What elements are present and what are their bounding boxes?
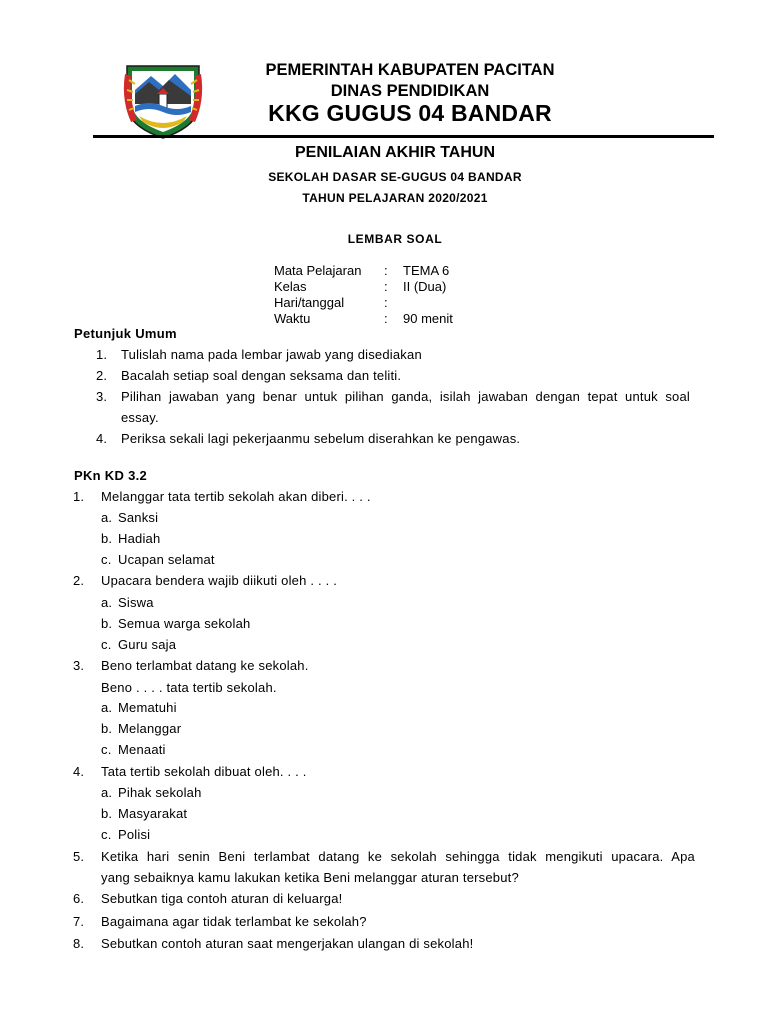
option-text: Melanggar [118, 721, 182, 736]
kabupaten-pacitan-emblem-icon [121, 60, 205, 140]
option-text: Pihak sekolah [118, 785, 202, 800]
item-number: 2. [96, 368, 108, 383]
info-label: Hari/tanggal [274, 295, 345, 310]
question-item [73, 655, 703, 697]
org-name-line3 [230, 100, 590, 127]
question-item [73, 846, 703, 888]
info-label: Waktu [274, 311, 311, 326]
item-number: 1. [96, 347, 108, 362]
question-number: 1. [73, 489, 85, 504]
question-number: 7. [73, 914, 85, 929]
question-number: 6. [73, 891, 85, 906]
info-separator: : [384, 279, 388, 294]
item-text: Tulislah nama pada lembar jawab yang disediakan [121, 347, 422, 362]
question-number: 5. [73, 849, 85, 864]
question-text: Sebutkan tiga contoh aturan di keluarga! [101, 891, 343, 906]
option-key: a. [101, 510, 113, 525]
option-text: Semua warga sekolah [118, 616, 251, 631]
info-value: 90 menit [403, 311, 453, 326]
question-text-continued: Beno . . . . tata tertib sekolah. [101, 680, 277, 695]
instructions-heading: Petunjuk Umum [74, 326, 177, 341]
exam-title: PENILAIAN AKHIR TAHUN [295, 144, 495, 161]
question-text: Beno terlambat datang ke sekolah. [101, 658, 309, 673]
info-separator: : [384, 263, 388, 278]
info-separator: : [384, 311, 388, 326]
option-text: Mematuhi [118, 700, 177, 715]
option-key: a. [101, 595, 113, 610]
option-key: b. [101, 616, 113, 631]
option-key: b. [101, 806, 113, 821]
info-label: Kelas [274, 279, 307, 294]
option-key: a. [101, 785, 113, 800]
option-key: b. [101, 531, 113, 546]
option-key: c. [101, 742, 112, 757]
question-number: 2. [73, 573, 85, 588]
instruction-item [96, 386, 696, 428]
option-key: c. [101, 552, 112, 567]
question-text: Melanggar tata tertib sekolah akan diberi. . . . [101, 489, 371, 504]
info-separator: : [384, 295, 388, 310]
option-key: a. [101, 700, 113, 715]
option-text: Menaati [118, 742, 166, 757]
item-text: Pilihan jawaban yang benar untuk pilihan ganda, isilah jawaban dengan tepat untuk soal [121, 389, 690, 404]
option-text: Masyarakat [118, 806, 188, 821]
exam-subtitle-school: SEKOLAH DASAR SE-GUGUS 04 BANDAR [268, 170, 522, 184]
org-name-line2: DINAS PENDIDIKAN [330, 82, 490, 100]
question-text: Tata tertib sekolah dibuat oleh. . . . [101, 764, 307, 779]
item-text: Bacalah setiap soal dengan seksama dan teliti. [121, 368, 402, 383]
item-number: 3. [96, 389, 108, 404]
option-text: Hadiah [118, 531, 161, 546]
item-text: Periksa sekali lagi pekerjaanmu sebelum diserahkan ke pengawas. [121, 431, 521, 446]
item-text-continued: essay. [121, 410, 159, 425]
option-text: Guru saja [118, 637, 177, 652]
option-text: Ucapan selamat [118, 552, 215, 567]
org-name-line1: PEMERINTAH KABUPATEN PACITAN [265, 61, 555, 79]
letterhead-divider [93, 135, 714, 138]
sheet-title: LEMBAR SOAL [347, 232, 443, 246]
question-text: Bagaimana agar tidak terlambat ke sekolah? [101, 914, 367, 929]
option-text: Polisi [118, 827, 151, 842]
option-key: c. [101, 637, 112, 652]
option-text: Siswa [118, 595, 154, 610]
question-number: 4. [73, 764, 85, 779]
exam-subtitle-year: TAHUN PELAJARAN 2020/2021 [302, 191, 488, 205]
question-text: Upacara bendera wajib diikuti oleh . . . . [101, 573, 338, 588]
question-text-continued: yang sebaiknya kamu lakukan ketika Beni melanggar aturan tersebut? [101, 870, 519, 885]
org-name-line3-text: KKG GUGUS 04 BANDAR [268, 100, 552, 126]
option-key: b. [101, 721, 113, 736]
section-heading: PKn KD 3.2 [74, 468, 148, 483]
info-label: Mata Pelajaran [274, 263, 362, 278]
info-value: II (Dua) [403, 279, 447, 294]
option-key: c. [101, 827, 112, 842]
question-number: 3. [73, 658, 85, 673]
option-text: Sanksi [118, 510, 159, 525]
question-text: Ketika hari senin Beni terlambat datang ke sekolah sehingga tidak mengikuti upacara. Apa [101, 849, 695, 864]
question-text: Sebutkan contoh aturan saat mengerjakan ulangan di sekolah! [101, 936, 474, 951]
item-number: 4. [96, 431, 108, 446]
question-number: 8. [73, 936, 85, 951]
info-value: TEMA 6 [403, 263, 450, 278]
